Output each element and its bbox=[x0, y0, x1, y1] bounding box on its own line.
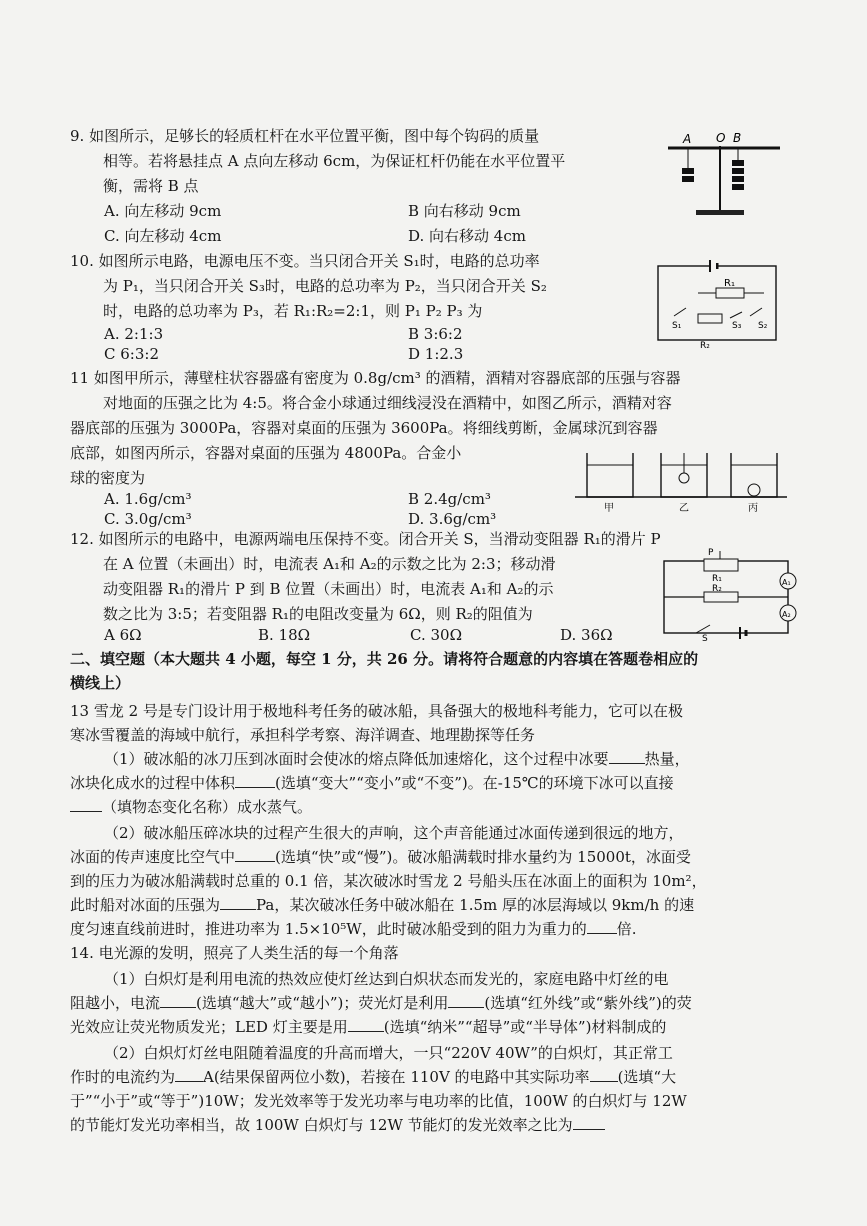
q13-p1-line-2: 冰块化成水的过程中体积 (选填“变大”“变小”或“不变”)。在-15℃的环境下冰可以直接 bbox=[70, 774, 674, 792]
q11-line-5: 球的密度为 bbox=[70, 469, 146, 487]
q9-line-1: 9. 如图所示，足够长的轻质杠杆在水平位置平衡，图中每个钩码的质量 bbox=[70, 127, 540, 145]
q12-label-a1: A₁ bbox=[782, 578, 791, 587]
q12-label-p: P bbox=[708, 548, 714, 558]
q12-line-4: 数之比为 3:5；若变阻器 R₁的电阻改变量为 6Ω，则 R₂的阻值为 bbox=[103, 605, 533, 623]
q9-line-3: 衡，需将 B 点 bbox=[103, 177, 199, 195]
q12-option-d: D. 36Ω bbox=[560, 626, 613, 644]
q10-label-r1: R₁ bbox=[724, 278, 735, 289]
q10-line-1: 10. 如图所示电路，电源电压不变。当只闭合开关 S₁时，电路的总功率 bbox=[70, 252, 540, 270]
q11-line-4: 底部，如图丙所示，容器对桌面的压强为 4800Pa。合金小 bbox=[70, 444, 462, 462]
q13-blank-5[interactable] bbox=[220, 895, 256, 910]
q10-label-s2: S₂ bbox=[758, 321, 768, 331]
q12-line-1: 12. 如图所示的电路中，电源两端电压保持不变。闭合开关 S，当滑动变阻器 R₁的滑片 P bbox=[70, 530, 661, 548]
q10-option-d: D 1:2.3 bbox=[408, 345, 464, 363]
q10-line-3: 时，电路的总功率为 P₃，若 R₁:R₂=2:1，则 P₁ P₂ P₃ 为 bbox=[103, 302, 483, 320]
q11-line-2: 对地面的压强之比为 4:5。将合金小球通过细线浸没在酒精中，如图乙所示，酒精对容 bbox=[103, 394, 672, 412]
q14-blank-5[interactable] bbox=[590, 1067, 618, 1082]
q11-option-c: C. 3.0g/cm³ bbox=[104, 510, 192, 528]
q14-p1-line-3: 光效应让荧光物质发光；LED 灯主要是用 (选填“纳米”“超导”或“半导体”)材料制成的 bbox=[70, 1018, 667, 1036]
q14-p2-line-3: 于”“小于”或“等于”)10W；发光效率等于发光功率与电功率的比值，100W 的白炽灯与 12W bbox=[70, 1092, 687, 1110]
section-2-heading: 二、填空题（本大题共 4 小题，每空 1 分，共 26 分。请将符合题意的内容填在答题卷相应的 bbox=[70, 650, 699, 668]
q13-intro-2: 寒冰雪覆盖的海域中航行，承担科学考察、海洋调查、地理勘探等任务 bbox=[70, 726, 536, 744]
q13-p1-line-3: （填物态变化名称）成水蒸气。 bbox=[70, 796, 312, 818]
q10-label-r2: R₂ bbox=[700, 341, 710, 350]
q10-circuit-figure bbox=[654, 258, 782, 350]
q12-label-r1: R₁ bbox=[712, 574, 722, 584]
q12-option-b: B. 18Ω bbox=[258, 626, 311, 644]
q13-p2-line-4: 此时船对冰面的压强为 Pa，某次破冰任务中破冰船在 1.5m 厚的冰层海域以 9km/h 的速 bbox=[70, 896, 695, 914]
q12-circuit-figure bbox=[660, 545, 800, 641]
q13-p2-line-5: 度匀速直线前进时，推进功率为 1.5×10⁵W，此时破冰船受到的阻力为重力的 倍. bbox=[70, 920, 637, 938]
q14-p2-line-1: （2）白炽灯灯丝电阻随着温度的升高而增大，一只“220V 40W”的白炽灯，其正常工 bbox=[104, 1044, 673, 1062]
q12-line-2: 在 A 位置（未画出）时，电流表 A₁和 A₂的示数之比为 2:3；移动滑 bbox=[103, 555, 556, 573]
q13-intro-1: 13 雪龙 2 号是专门设计用于极地科考任务的破冰船，具备强大的极地科考能力，它可以在极 bbox=[70, 702, 683, 720]
q13-blank-2[interactable] bbox=[235, 773, 275, 788]
q9-label-o: O bbox=[716, 131, 726, 145]
q13-blank-4[interactable] bbox=[235, 847, 275, 862]
q10-option-c: C 6:3:2 bbox=[104, 345, 159, 363]
q10-line-2: 为 P₁，当只闭合开关 S₃时，电路的总功率为 P₂，当只闭合开关 S₂ bbox=[103, 277, 547, 295]
q11-container-figure bbox=[575, 445, 790, 517]
q11-option-a: A. 1.6g/cm³ bbox=[104, 490, 192, 508]
q9-label-a: A bbox=[683, 132, 692, 146]
q11-line-1: 11 如图甲所示，薄壁柱状容器盛有密度为 0.8g/cm³ 的酒精，酒精对容器底部的压强与容器 bbox=[70, 369, 681, 387]
q14-blank-1[interactable] bbox=[160, 993, 196, 1008]
q9-lever-figure bbox=[668, 130, 783, 222]
q13-p1-line-1: （1）破冰船的冰刀压到冰面时会使冰的熔点降低加速熔化，这个过程中冰要 热量， bbox=[104, 750, 690, 768]
q14-blank-2[interactable] bbox=[448, 993, 484, 1008]
q13-blank-3[interactable] bbox=[70, 797, 102, 812]
q14-p1-line-1: （1）白炽灯是利用电流的热效应使灯丝达到白炽状态而发光的，家庭电路中灯丝的电 bbox=[104, 970, 669, 988]
q10-option-b: B 3:6:2 bbox=[408, 325, 463, 343]
q11-label-jia: 甲 bbox=[604, 503, 614, 514]
q11-label-yi: 乙 bbox=[679, 503, 689, 514]
q11-label-bing: 丙 bbox=[748, 503, 758, 514]
q13-p2-line-2: 冰面的传声速度比空气中 (选填“快”或“慢”)。破冰船满载时排水量约为 15000t，冰面受 bbox=[70, 848, 691, 866]
q14-p2-line-4: 的节能灯发光功率相当，故 100W 白炽灯与 12W 节能灯的发光效率之比为 bbox=[70, 1114, 605, 1136]
q12-line-3: 动变阻器 R₁的滑片 P 到 B 位置（未画出）时，电流表 A₁和 A₂的示 bbox=[103, 580, 554, 598]
q14-blank-6[interactable] bbox=[573, 1115, 605, 1130]
q9-option-d: D. 向右移动 4cm bbox=[408, 227, 526, 245]
q9-line-2: 相等。若将悬挂点 A 点向左移动 6cm，为保证杠杆仍能在水平位置平 bbox=[103, 152, 566, 170]
q11-option-d: D. 3.6g/cm³ bbox=[408, 510, 497, 528]
q10-label-s1: S₁ bbox=[672, 321, 682, 331]
q9-label-b: B bbox=[733, 131, 742, 145]
q12-label-s: S bbox=[702, 634, 708, 641]
q11-option-b: B 2.4g/cm³ bbox=[408, 490, 491, 508]
q13-blank-1[interactable] bbox=[609, 749, 645, 764]
q14-blank-4[interactable] bbox=[175, 1067, 203, 1082]
q12-label-a2: A₂ bbox=[782, 610, 791, 619]
q13-p2-line-3: 到的压力为破冰船满载时总重的 0.1 倍，某次破冰时雪龙 2 号船头压在冰面上的面积为 10m²， bbox=[70, 872, 707, 890]
q14-blank-3[interactable] bbox=[348, 1017, 384, 1032]
q12-option-a: A 6Ω bbox=[104, 626, 142, 644]
q10-option-a: A. 2:1:3 bbox=[104, 325, 164, 343]
q11-line-3: 器底部的压强为 3000Pa，容器对桌面的压强为 3600Pa。将细线剪断，金属球沉到容器 bbox=[70, 419, 658, 437]
q9-option-a: A. 向左移动 9cm bbox=[104, 202, 222, 220]
q14-p2-line-2: 作时的电流约为 A(结果保留两位小数)，若接在 110V 的电路中其实际功率 (选填“大 bbox=[70, 1068, 677, 1086]
q12-option-c: C. 30Ω bbox=[410, 626, 463, 644]
q13-p2-line-1: （2）破冰船压碎冰块的过程产生很大的声响，这个声音能通过冰面传递到很远的地方， bbox=[104, 824, 684, 842]
q14-intro: 14. 电光源的发明，照亮了人类生活的每一个角落 bbox=[70, 944, 399, 962]
q10-label-s3: S₃ bbox=[732, 321, 742, 331]
q14-p1-line-2: 阻越小，电流 (选填“越大”或“越小”)；荧光灯是利用 (选填“红外线”或“紫外线”)的荧 bbox=[70, 994, 692, 1012]
q13-blank-6[interactable] bbox=[587, 919, 617, 934]
q9-option-b: B 向右移动 9cm bbox=[408, 202, 521, 220]
q12-label-r2: R₂ bbox=[712, 584, 722, 594]
section-2-heading-cont: 横线上） bbox=[70, 674, 131, 692]
q9-option-c: C. 向左移动 4cm bbox=[104, 227, 222, 245]
